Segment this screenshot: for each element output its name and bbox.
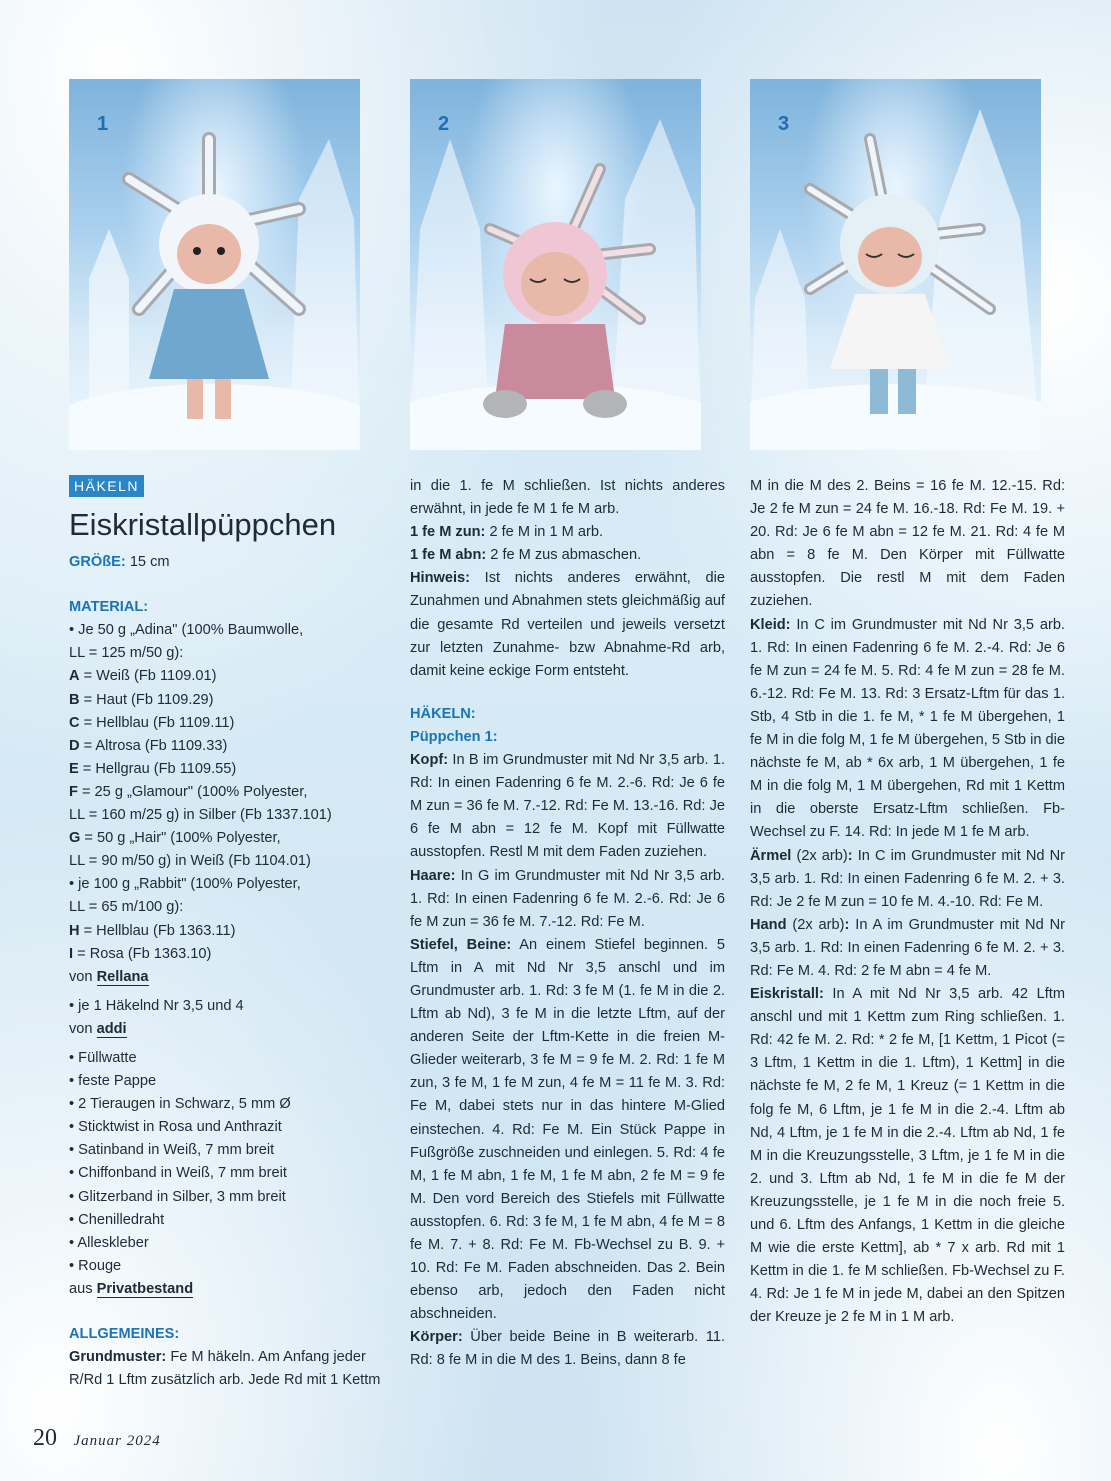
material-text: = Hellgrau (Fb 1109.55) [78,760,237,777]
size-line [69,551,389,574]
definition: In A im Grundmuster mit Nd Nr 3,5 arb. 1. Rd: In einen Fadenring 6 fe M. 2. + 3. Rd: Fe M. 4. Rd: 2 fe M abn = 4 fe M. [750,916,1065,979]
extra-item: • 2 Tieraugen in Schwarz, 5 mm Ø [69,1093,389,1116]
term: Hand [750,916,787,933]
source-line [69,1278,389,1301]
brand-prefix: von [69,968,97,985]
extra-item: • Satinband in Weiß, 7 mm breit [69,1139,389,1162]
doll-illustration-3 [750,79,1041,450]
material-text: = Haut (Fb 1109.29) [79,691,214,708]
paragraph [410,749,725,864]
photo-doll-3 [750,79,1041,450]
extra-item: • Füllwatte [69,1047,389,1070]
term: 1 fe M zun: [410,524,486,541]
page-number: 20 [33,1425,57,1451]
definition: 2 fe M zus abmaschen. [486,547,642,564]
brand-name: addi [96,1020,127,1037]
term-colon: : [844,916,850,933]
definition: In G im Grundmuster mit Nd Nr 3,5 arb. 1. Rd: In einen Fadenring 6 fe M. 2.-6. Rd: Je 6 fe M zun = 36 fe M. 7.-12. Rd: Fe M. [410,867,725,930]
photo-number: 2 [438,113,450,135]
material-text: LL = 65 m/100 g): [69,899,184,916]
material-text: LL = 125 m/50 g): [69,645,184,662]
paragraph [410,521,725,544]
material-line [69,850,389,873]
paragraph [410,544,725,567]
material-line [69,920,389,943]
material-text: LL = 90 m/50 g) in Weiß (Fb 1104.01) [69,853,311,870]
paragraph [410,934,725,1327]
general-heading: ALLGEMEINES: [69,1326,180,1342]
material-line [69,896,389,919]
extra-item: • Chenilledraht [69,1209,389,1232]
color-key: I [69,945,74,962]
material-text: = Hellblau (Fb 1109.11) [79,714,235,731]
material-line [69,758,389,781]
color-key: A [69,668,80,685]
general-text [69,1346,389,1392]
paragraph [410,1326,725,1372]
material-heading: MATERIAL: [69,599,149,616]
article-title: Eiskristallpüppchen [69,507,337,543]
paragraph: M in die M des 2. Beins = 16 fe M. 12.-15. Rd: Je 2 fe M zun = 24 fe M. 16.-18. Rd: Fe M. 19. + 20. Rd: Je 6 fe M abn = 12 fe M. 21. Rd: 4 fe M abn = 8 fe M. Den Körper mit Füllwatte ausstopfen. Die restl M mit dem Faden zuziehen. [750,478,1065,610]
size-value: 15 cm [125,554,170,571]
definition: Ist nichts anderes erwähnt, die Zunahmen und Abnahmen stets gleichmäßig auf die gesamte Rd verteilen und jeweils versetzt zur letzten Zunahme- bzw Abnahme-Rd arb, damit keine eckige Form entsteht. [410,570,725,679]
category-tag: HÄKELN [69,475,144,497]
material-text: = Altrosa (Fb 1109.33) [79,737,228,754]
material-text: = 50 g „Hair" (100% Polyester, [80,830,281,847]
color-key: F [69,783,78,800]
term: Körper: [410,1329,463,1346]
material-text: = Rosa (Fb 1363.10) [73,945,212,962]
extra-item: • Alleskleber [69,1232,389,1255]
doll-illustration-1 [69,79,360,450]
term: Ärmel [750,847,792,864]
brand-line [69,966,389,989]
source-name: Privatbestand [96,1280,194,1297]
material-text: = 25 g „Glamour" (100% Polyester, [77,783,308,800]
material-text: • Je 50 g „Adina" (100% Baumwolle, [69,622,304,639]
material-line [69,735,389,758]
definition: In C im Grundmuster mit Nd Nr 3,5 arb. 1. Rd: In einen Fadenring 6 fe M. 2.-4. Rd: Je 6 fe M zun = 24 fe M. 5. Rd: 4 fe M zun = 28 fe M. 6.-12. Rd: Fe M. 13. Rd: 3 Ersatz-Lftm für das 1. Stb, 4 Stb in die 1. fe M, * 1 fe M übergehen, 1 fe M in die folg M, 1 fe M übergehen, 5 Stb in die nächste fe M, ab * 6x arb, 1 M übergehen, 1 fe M in die folg M, 1 M übergehen, Rd mit 1 Kettm in die oberste Ersatz-Lftm schließen. Fb-Wechsel zu F. 14. Rd: In jede M 1 fe M arb. [750,616,1065,841]
material-line [69,943,389,966]
term: Kleid: [750,616,791,633]
brand-name: Rellana [96,968,149,985]
extra-item: • Sticktwist in Rosa und Anthrazit [69,1116,389,1139]
definition: In A mit Nd Nr 3,5 arb. 42 Lftm anschl und mit 1 Kettm zum Ring schließen. 1. Rd: 42 fe M. 2. Rd: * 2 fe M, [1 Kettm, 1 Picot (= 3 Lftm, 1 Kettm in die 1. Lftm), 1 Kettm] in die nächste fe M, 2 fe M, 1 Kreuz (= 1 Kettm in die folg fe M, 6 Lftm, je 1 fe M in die 2.-4. Lftm ab Nd, 4 Lftm, je 1 fe M in die 2.-4. Lftm ab Nd, 1 fe M in die Kreuzungsstelle, 3 Lftm, je 1 fe M in die 2. und 3. Lftm ab Nd, 1 fe M in die fe M der Kreuzungsstelle, je 1 fe M in die noch freie 5. und 6. Lftm des Anfangs, 1 Kettm in die gleiche M wie die erste Kettm], ab * 7 x arb. Rd mit 1 Kettm in die 1. fe M schließen. Fb-Wechsel zu F. 4. Rd: Je 1 fe M in jede M, dabei an den Spitzen der Kreuze je 2 fe M in 1 M arb. [750,986,1065,1326]
page-footer [33,1425,161,1452]
paragraph: in die 1. fe M schließen. Ist nichts anderes erwähnt, in jede fe M 1 fe M arb. [410,478,725,518]
paragraph [750,914,1065,983]
term-note: (2x arb) [791,847,848,864]
material-text: • je 100 g „Rabbit" (100% Polyester, [69,876,301,893]
material-line [69,665,389,688]
paragraph [410,567,725,682]
term: Eiskristall: [750,986,824,1003]
color-key: D [69,737,80,754]
material-line [69,689,389,712]
paragraph [750,845,1065,914]
definition: 2 fe M in 1 M arb. [485,524,604,541]
definition: An einem Stiefel beginnen. 5 Lftm in A mit Nd Nr 3,5 anschl und im Grundmuster arb. 1. Rd: 3 fe M (1. fe M in die 2. Lftm ab Nd), 3 fe M in die letzte Lftm, auf der anderen Seite der Lftm-Kette in die freien M-Glieder weiterarb, 3 fe M = 9 fe M. 2. Rd: 1 fe M zun, 3 fe M, 1 fe M zun, 4 fe M = 11 fe M. 3. Rd: Fe M, dabei stets nur in das hintere M-Glied einstechen. 4. Rd: Fe M. Ein Stück Pappe in Fußgröße zuschneiden und einlegen. 5. Rd: 4 fe M, 1 fe M abn, 1 fe M, 1 fe M abn, 2 fe M = 9 fe M. Den vord Bereich des Stiefels mit Füllwatte ausstopfen. 6. Rd: 3 fe M, 1 fe M abn, 4 fe M = 8 fe M. 7. + 8. Rd: Fe M. Fb-Wechsel zu B. 9. + 10. Rd: Fe M. Faden abschneiden. Das 2. Bein ebenso arb, jedoch den Faden nicht abschneiden. [410,936,725,1323]
section-heading: HÄKELN: [410,705,476,722]
material-line [69,619,389,642]
material-line [69,827,389,850]
paragraph [750,614,1065,845]
material-line [69,642,389,665]
column-materials [69,475,389,1392]
material-text: = Hellblau (Fb 1363.11) [79,922,236,939]
doll-illustration-2 [410,79,701,450]
term: Stiefel, Beine: [410,936,512,953]
extra-item: • Rouge [69,1255,389,1278]
definition: In B im Grundmuster mit Nd Nr 3,5 arb. 1. Rd: In einen Fadenring 6 fe M. 2.-6. Rd: Je 6 fe M zun = 36 fe M. 7.-12. Rd: Fe M. 13.-16. Rd: Je 6 fe M abn = 12 fe M. Kopf mit Füllwatte ausstopfen. Restl M mit dem Faden zuziehen. [410,752,725,861]
photo-doll-2 [410,79,701,450]
brand-line [69,1018,389,1041]
extras-list [69,1047,389,1278]
size-label: GRÖßE: [69,554,126,571]
column-instructions-2 [750,475,1065,1329]
general-label: Grundmuster: [69,1349,167,1366]
paragraph [410,865,725,934]
material-text: = Weiß (Fb 1109.01) [79,668,217,685]
hook-line: • je 1 Häkelnd Nr 3,5 und 4 [69,997,244,1014]
brand-prefix: von [69,1020,97,1037]
term: Haare: [410,867,456,884]
material-line [69,781,389,804]
extra-item: • Chiffonband in Weiß, 7 mm breit [69,1162,389,1185]
photo-doll-1 [69,79,360,450]
material-line [69,873,389,896]
color-key: G [69,830,81,847]
paragraph [750,983,1065,1329]
column-instructions-1 [410,475,725,1373]
material-line [69,712,389,735]
term-colon: : [847,847,853,864]
material-text: LL = 160 m/25 g) in Silber (Fb 1337.101) [69,807,332,824]
definition: In C im Grundmuster mit Nd Nr 3,5 arb. 1. Rd: In einen Fadenring 6 fe M. 2. + 3. Rd: Je 2 fe M zun = 10 fe M. 4.-10. Rd: Fe M. [750,847,1065,910]
definition: Über beide Beine in B weiterarb. 11. Rd: 8 fe M in die M des 1. Beins, dann 8 fe [410,1329,725,1369]
term: 1 fe M abn: [410,547,487,564]
term-note: (2x arb) [786,916,845,933]
term: Kopf: [410,752,449,769]
extra-item: • feste Pappe [69,1070,389,1093]
issue-date: Januar 2024 [73,1433,161,1449]
color-key: B [69,691,80,708]
photo-number: 3 [778,113,790,135]
general-body: Fe M häkeln. Am Anfang jeder R/Rd 1 Lftm zusätzlich arb. Jede Rd mit 1 Kettm [69,1349,381,1389]
material-line [69,804,389,827]
term: Hinweis: [410,570,471,587]
source-prefix: aus [69,1280,97,1297]
subsection-heading: Püppchen 1: [410,728,498,745]
material-list [69,619,389,965]
extra-item: • Glitzerband in Silber, 3 mm breit [69,1186,389,1209]
color-key: C [69,714,80,731]
color-key: E [69,760,79,777]
photo-number: 1 [97,113,109,135]
color-key: H [69,922,80,939]
